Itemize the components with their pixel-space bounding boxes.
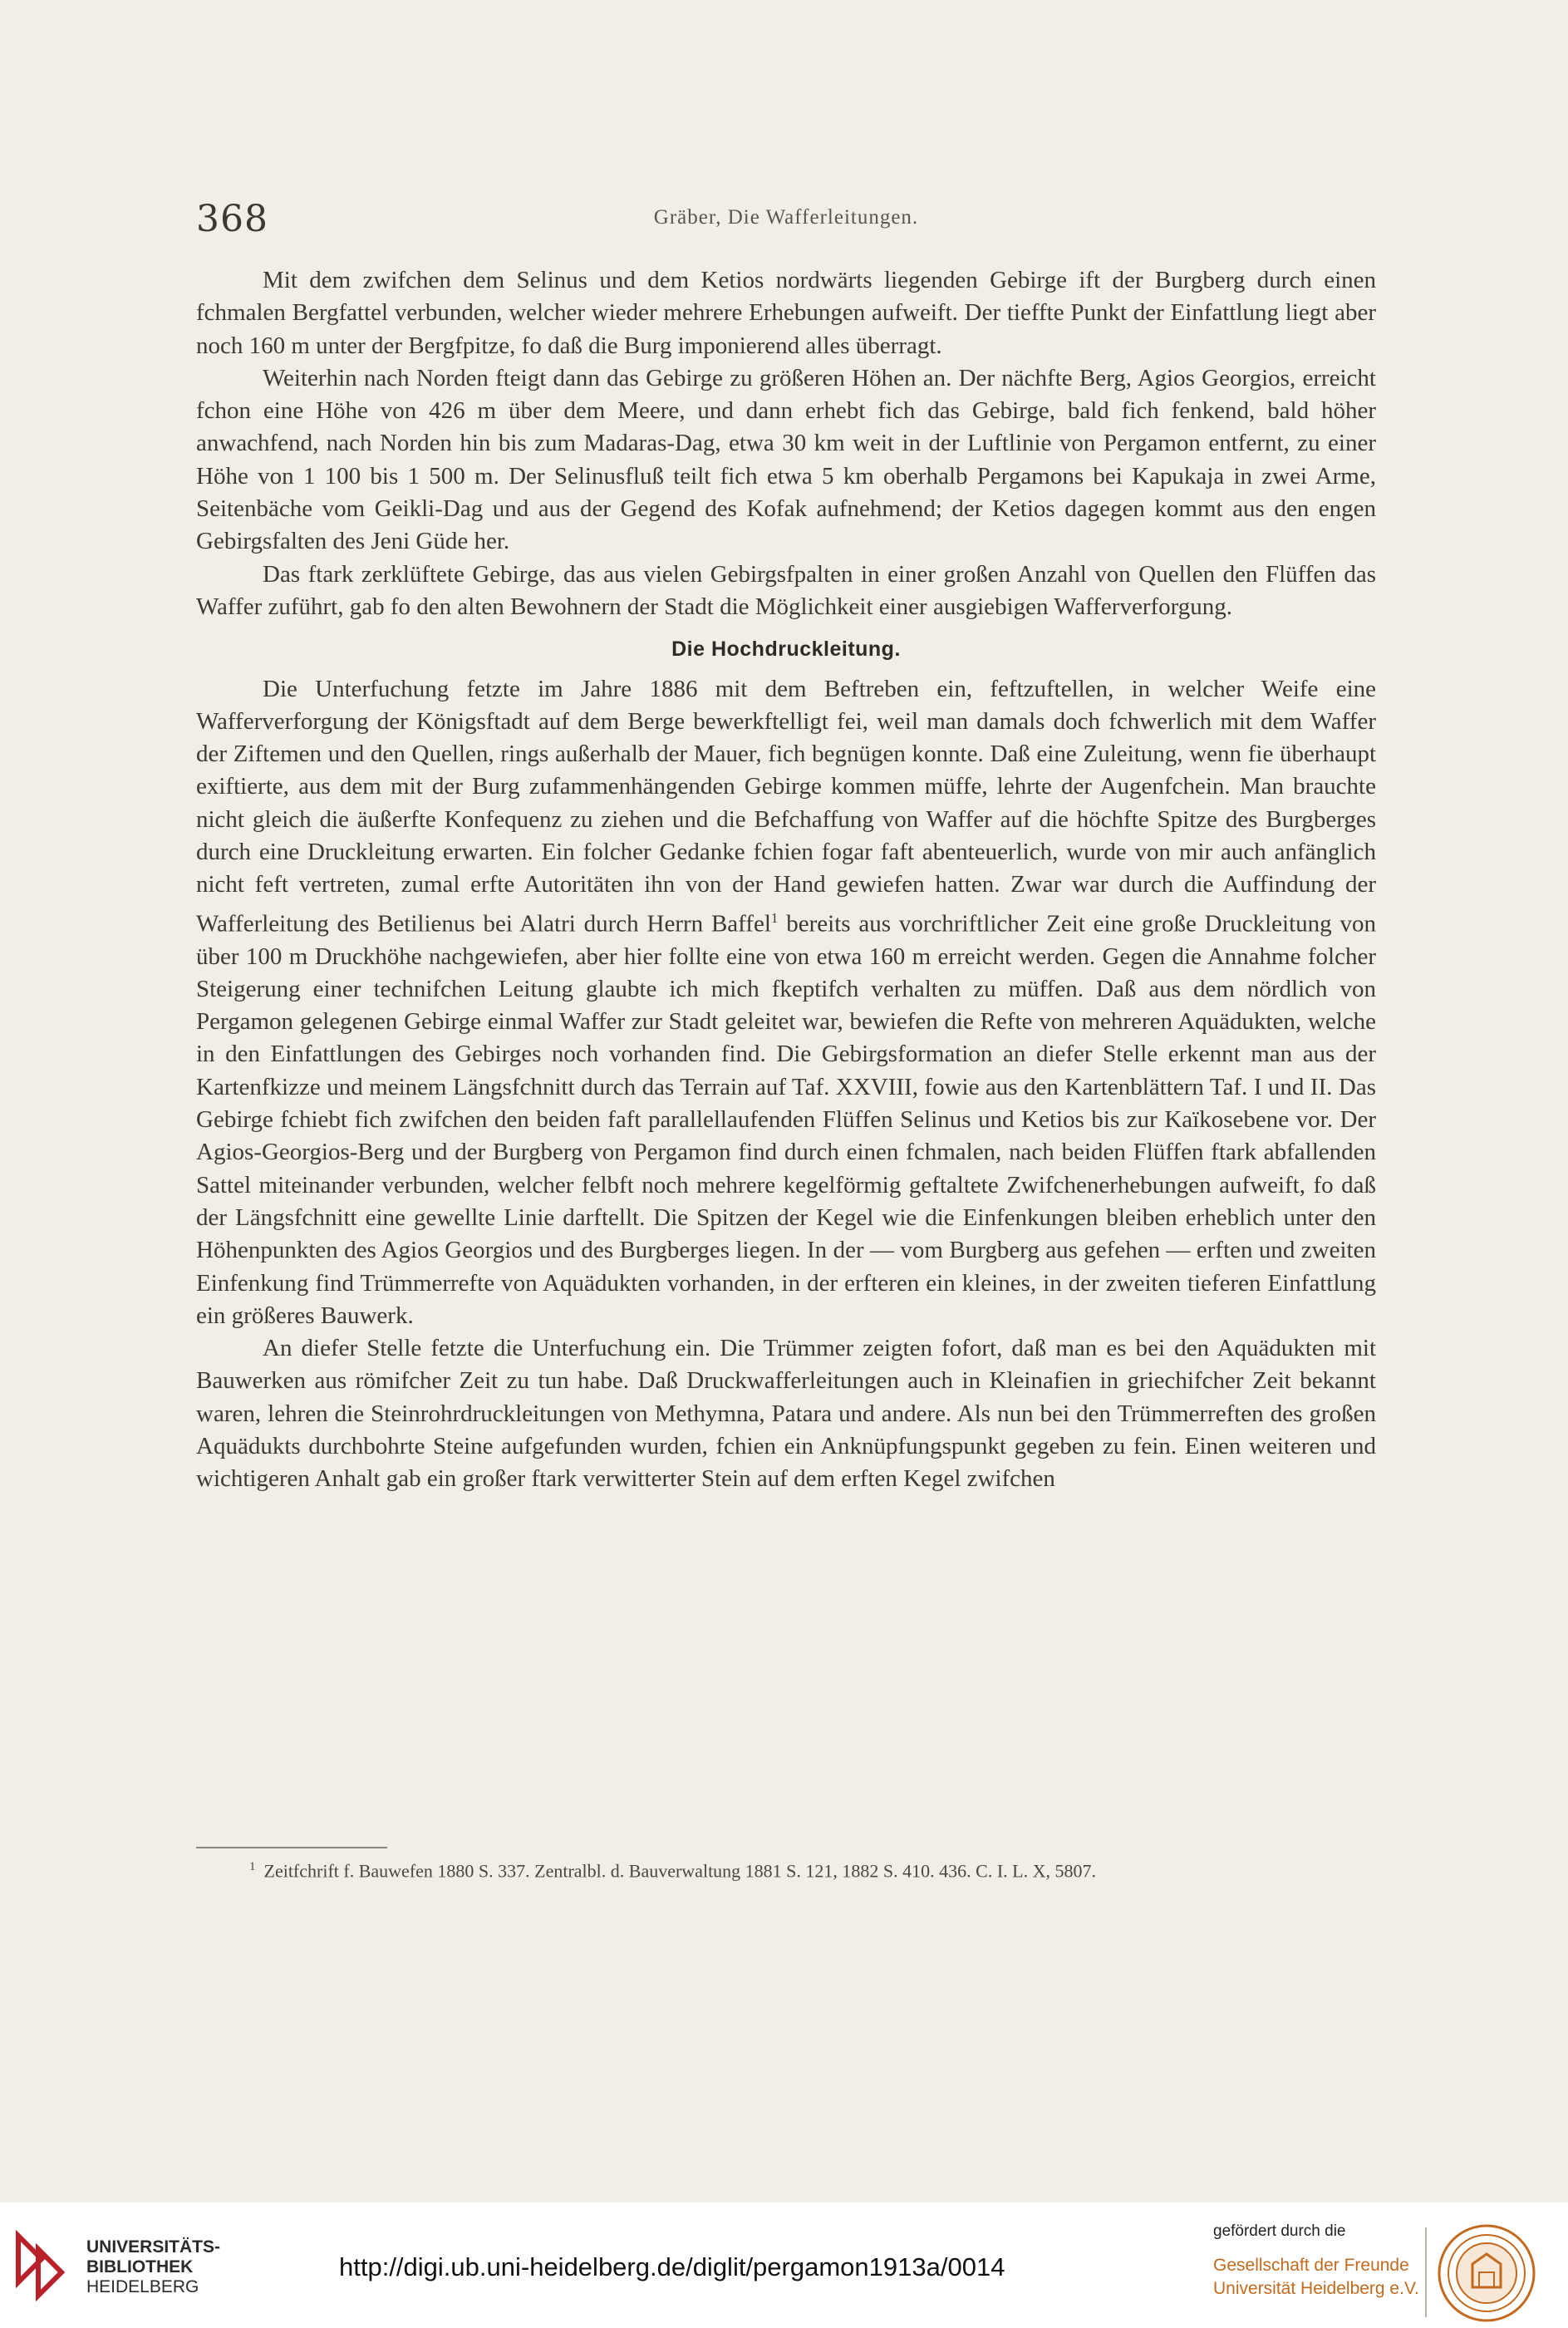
footer-divider: [1425, 2227, 1427, 2317]
paragraph-4-part-1: Die Unterfuchung fetzte im Jahre 1886 mit dem Beftreben ein, feftzuftellen, in welcher Weife eine Wafferverforgung der Königsftadt auf dem Berge bewerkftelligt fei, weil man damals doch fchwerlich mit dem Waffer der Ziftemen und den Quellen, rings außerhalb der Mauer, fich begnügen konnte. Daß eine Zuleitung, wenn fie überhaupt exiftierte, aus dem mit der Burg zufammenhängenden Gebirge kommen müffe, lehrte der Augenfchein. Man brauchte nicht gleich die äußerfte Konfequenz zu ziehen und die Befchaffung von Waffer auf die höchfte Spitze des Burgberges durch eine Druckleitung erwarten. Ein folcher Gedanke fchien fogar faft abenteuerlich, wurde von mir auch anfänglich nicht feft vertreten, zumal erfte Autoritäten ihn von der Hand gewiefen hatten. Zwar war durch die Auffindung der Wafferleitung des Betilienus bei Alatri durch Herrn Baffel: [196, 675, 1376, 938]
library-name-line-3: HEIDELBERG: [86, 2277, 199, 2296]
footnote-text: Zeitfchrift f. Bauwefen 1880 S. 337. Zentralbl. d. Bauverwaltung 1881 S. 121, 1882 S. 410. 436. C. I. L. X, 5807.: [263, 1860, 1096, 1882]
library-name-line-2: BIBLIOTHEK: [86, 2257, 194, 2276]
digitization-footer: [0, 2202, 1568, 2328]
section-heading: Die Hochdruckleitung.: [671, 637, 901, 662]
library-name-line-1: UNIVERSITÄTS-: [86, 2237, 221, 2257]
page-number: 368: [196, 198, 268, 240]
running-title: Gräber, Die Wafferleitungen.: [653, 206, 919, 229]
sponsor-label: gefördert durch die: [1213, 2222, 1346, 2240]
paragraph-1: Mit dem zwifchen dem Selinus und dem Ketios nordwärts liegenden Gebirge ift der Burgberg durch einen fchmalen Bergfattel verbunden, welcher wieder mehrere Erhebungen aufweift. Der tieffte Punkt der Einfattlung liegt aber noch 160 m unter der Bergfpitze, fo daß die Burg imponierend alles überragt.: [196, 267, 1376, 359]
university-seal-icon: [1436, 2222, 1537, 2324]
sponsor-name-line-2: Universität Heidelberg e.V.: [1213, 2279, 1419, 2298]
footnote: [249, 1860, 1379, 1882]
footnote-reference: 1: [770, 909, 779, 926]
library-logo-icon: [13, 2227, 71, 2302]
sponsor-name: [1213, 2254, 1419, 2301]
library-name: [86, 2237, 220, 2297]
body-text: [196, 264, 1376, 1496]
footnote-marker: 1: [249, 1860, 256, 1873]
paragraph-3: Das ftark zerklüftete Gebirge, das aus vielen Gebirgsfpalten in einer großen Anzahl von Quellen den Flüffen das Waffer zuführt, gab fo den alten Bewohnern der Stadt die Möglichkeit einer ausgiebigen Wafferverforgung.: [196, 560, 1376, 620]
paragraph-5: An diefer Stelle fetzte die Unterfuchung ein. Die Trümmer zeigten fofort, daß man es bei den Aquädukten mit Bauwerken aus römifcher Zeit zu tun habe. Daß Druckwafferleitungen auch in Kleinafien in griechifcher Zeit bekannt waren, lehren die Steinrohrdruckleitungen von Methymna, Patara und andere. Als nun bei den Trümmerreften des großen Aquädukts durchbohrte Steine aufgefunden wurden, fchien ein Anknüpfungspunkt gegeben zu fein. Einen weiteren und wichtigeren Anhalt gab ein großer ftark verwitterter Stein auf dem erften Kegel zwifchen: [196, 1335, 1376, 1493]
page-header: [196, 198, 1376, 248]
permalink-url[interactable]: http://digi.ub.uni-heidelberg.de/diglit/pergamon1913a/0014: [339, 2252, 1005, 2281]
paragraph-4: [196, 673, 1376, 1333]
paragraph-4-part-2: bereits aus vorchriftlicher Zeit eine große Druckleitung von über 100 m Druckhöhe nachgewiefen, aber hier follte eine von etwa 160 m erreicht werden. Gegen die Annahme folcher Steigerung einer technifchen Leitung glaubte ich mich fkeptifch verhalten zu müffen. Daß aus dem nördlich von Pergamon gelegenen Gebirge einmal Waffer zur Stadt geleitet war, bewiefen die Refte von mehreren Aquädukten, welche in den Einfattlungen des Gebirges noch vorhanden find. Die Gebirgsformation an diefer Stelle erkennt man aus der Kartenfkizze und meinem Längsfchnitt durch das Terrain auf Taf. XXVIII, fowie aus den Kartenblättern Taf. I und II. Das Gebirge fchiebt fich zwifchen den beiden faft parallellaufenden Flüffen Selinus und Ketios bis zur Kaïkosebene vor. Der Agios-Georgios-Berg und der Burgberg von Pergamon find durch einen fchmalen, nach beiden Flüffen ftark abfallenden Sattel miteinander verbunden, welcher felbft noch mehrere kegelförmig geftaltete Zwifchenerhebungen aufweift, fo daß der Längsfchnitt eine gewellte Linie darftellt. Die Spitzen der Kegel wie die Einfenkungen bleiben erheblich unter den Höhenpunkten des Agios Georgios und des Burgberges liegen. In der — vom Burgberg aus gefehen — erften und zweiten Einfenkung find Trümmerrefte von Aquädukten vorhanden, in der erfteren ein kleines, in der zweiten tieferen Einfattlung ein größeres Bauwerk.: [196, 910, 1376, 1329]
paragraph-2: Weiterhin nach Norden fteigt dann das Gebirge zu größeren Höhen an. Der nächfte Berg, Agios Georgios, erreicht fchon eine Höhe von 426 m über dem Meere, und dann erhebt fich das Gebirge, bald fich fenkend, bald höher anwachfend, nach Norden hin bis zum Madaras-Dag, etwa 30 km weit in der Luftlinie von Pergamon entfernt, zu einer Höhe von 1 100 bis 1 500 m. Der Selinusfluß teilt fich etwa 5 km oberhalb Pergamons bei Kapukaja in zwei Arme, Seitenbäche vom Geikli-Dag und aus der Gegend des Kofak aufnehmend; der Ketios dagegen kommt aus den engen Gebirgsfalten des Jeni Güde her.: [196, 364, 1376, 555]
footnote-divider: [196, 1847, 387, 1848]
sponsor-name-line-1: Gesellschaft der Freunde: [1213, 2256, 1409, 2275]
